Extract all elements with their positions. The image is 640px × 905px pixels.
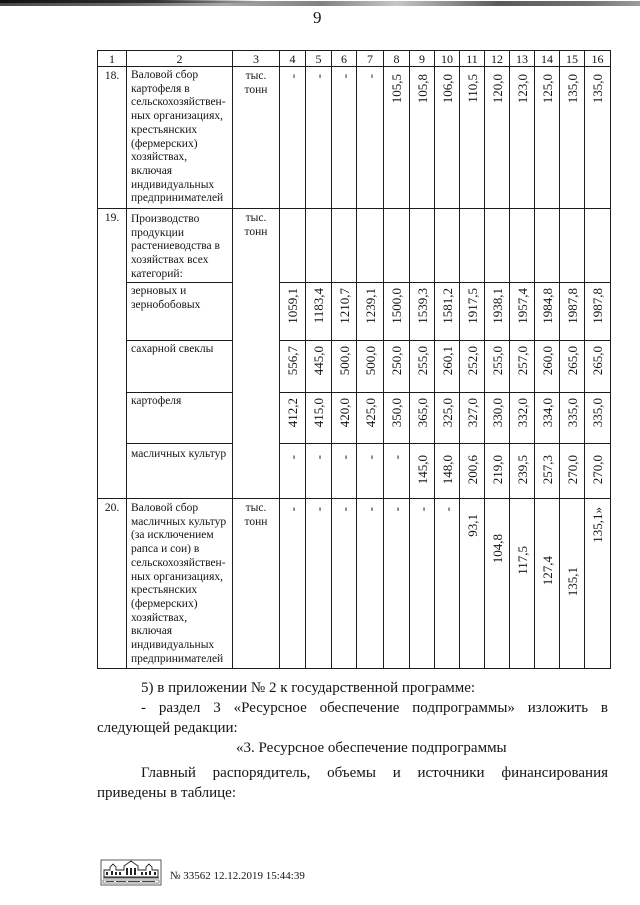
value-cell [357,393,384,444]
cell-value: 500,0 [362,346,378,376]
value-cell [510,499,535,669]
empty-cell [384,209,410,283]
cell-value: 257,0 [514,346,530,376]
cell-value: 110,5 [464,74,480,103]
value-cell [560,499,585,669]
value-cell [585,444,611,499]
value-cell [435,393,460,444]
cell-value: 135,1» [590,507,605,543]
value-cell [560,67,585,209]
row-number: 19. [98,209,127,499]
indicator-name: Валовой сбор картофеля в сельскохозяйствен- ных организациях, крестьянских (фермерских) хозяйствах, включая индивидуальных предпринимателей [127,67,233,209]
row-number: 20. [98,499,127,669]
value-cell [460,67,485,209]
subrow-name: зерновых и зернобобовых [127,283,233,341]
column-header: 8 [384,51,410,67]
column-header: 15 [560,51,585,67]
cell-value: 327,0 [464,398,480,428]
value-cell [460,283,485,341]
value-cell [510,341,535,393]
value-cell [410,499,435,669]
cell-value: 1957,4 [514,288,530,324]
cell-value: 1581,2 [439,288,455,324]
cell-value: 106,0 [439,74,455,104]
cell-value: 127,4 [539,556,555,586]
value-cell [384,499,410,669]
value-cell [435,444,460,499]
empty-cell [460,209,485,283]
value-cell [485,499,510,669]
value-cell [384,341,410,393]
column-header: 7 [357,51,384,67]
indicator-name: Валовой сбор масличных культур (за исключением рапса и сои) в сельскохозяйствен- ных организациях, крестьянских (фермерских) хозяйствах, включая индивидуальных предпринимателей [127,499,233,669]
value-cell [332,341,357,393]
value-cell [535,67,560,209]
cell-value: 260,1 [439,346,455,376]
value-cell [585,499,611,669]
value-cell [510,67,535,209]
unit-of-measure: тыс. тонн [233,67,280,209]
subrow-name: сахарной свеклы [127,341,233,393]
cell-value: 265,0 [564,346,580,376]
paragraph-line-2: приведены в таблице: [97,785,237,801]
table-subrow [98,283,611,341]
value-cell [460,393,485,444]
paragraph-line-1: Главный распорядитель, объемы и источники финансирования [141,765,608,781]
cell-value: 365,0 [414,398,430,428]
cell-value: 350,0 [389,398,404,428]
cell-value: - [336,455,352,460]
value-cell [306,283,332,341]
subrow-name: картофеля [127,393,233,444]
cell-value: - [362,507,378,512]
value-cell [485,341,510,393]
value-cell [535,283,560,341]
empty-cell [535,209,560,283]
cell-value: 1210,7 [336,288,352,324]
value-cell [410,67,435,209]
cell-value: - [336,507,352,512]
cell-value: 148,0 [439,455,455,485]
value-cell [332,283,357,341]
value-cell [485,393,510,444]
cell-value: 1059,1 [285,288,300,324]
column-header: 1 [98,51,127,67]
value-cell [435,499,460,669]
value-cell [535,341,560,393]
cell-value: 425,0 [362,398,378,428]
column-header: 6 [332,51,357,67]
cell-value: 239,5 [514,455,530,485]
cell-value: - [311,74,326,79]
cell-value: 335,0 [590,398,605,428]
page-number: 9 [313,8,322,27]
value-cell [535,499,560,669]
cell-value: 200,6 [464,455,480,485]
value-cell [357,283,384,341]
value-cell [485,67,510,209]
value-cell [384,67,410,209]
cell-value: 105,5 [389,74,404,104]
unit-of-measure: тыс. тонн [233,209,280,499]
value-cell [332,67,357,209]
header-row [98,51,611,67]
empty-cell [280,209,306,283]
value-cell [585,341,611,393]
value-cell [510,283,535,341]
building-logo-icon [100,859,162,886]
cell-value: - [439,507,455,512]
cell-value: 1987,8 [590,288,605,324]
cell-value: 255,0 [489,346,505,376]
table-row [98,67,611,209]
cell-value: 556,7 [285,346,300,376]
cell-value: 120,0 [489,74,505,104]
value-cell [357,444,384,499]
value-cell [560,444,585,499]
value-cell [306,393,332,444]
registration-stamp: № 33562 12.12.2019 15:44:39 [170,870,305,882]
section-instruction-line-2: следующей редакции: [97,720,238,736]
value-cell [306,499,332,669]
unit-of-measure: тыс. тонн [233,499,280,669]
value-cell [585,393,611,444]
value-cell [485,283,510,341]
value-cell [460,499,485,669]
cell-value: 135,0 [590,74,605,104]
subrow-name: масличных культур [127,444,233,499]
cell-value: 325,0 [439,398,455,428]
value-cell [485,444,510,499]
value-cell [280,499,306,669]
value-cell [585,67,611,209]
value-cell [510,393,535,444]
value-cell [280,444,306,499]
cell-value: 104,8 [489,534,505,564]
empty-cell [485,209,510,283]
cell-value: - [285,455,300,460]
value-cell [357,67,384,209]
table-subrow [98,444,611,499]
value-cell [332,499,357,669]
value-cell [280,341,306,393]
empty-cell [510,209,535,283]
table-subrow [98,393,611,444]
cell-value: 1239,1 [362,288,378,324]
cell-value: 145,0 [414,455,430,485]
empty-cell [585,209,611,283]
section-instruction-line-1: - раздел 3 «Ресурсное обеспечение подпрограммы» изложить в [141,700,608,716]
empty-cell [435,209,460,283]
value-cell [357,341,384,393]
cell-value: 270,0 [590,455,605,485]
value-cell [280,67,306,209]
cell-value: 420,0 [336,398,352,428]
value-cell [306,67,332,209]
table-row [98,499,611,669]
cell-value: 330,0 [489,398,505,428]
value-cell [535,444,560,499]
value-cell [585,283,611,341]
column-header: 9 [410,51,435,67]
cell-value: - [311,455,326,460]
empty-cell [410,209,435,283]
cell-value: 334,0 [539,398,555,428]
cell-value: - [285,507,300,512]
value-cell [535,393,560,444]
value-cell [332,393,357,444]
cell-value: 1987,8 [564,288,580,324]
cell-value: 1500,0 [389,288,404,324]
value-cell [306,341,332,393]
value-cell [435,341,460,393]
section-heading: «3. Ресурсное обеспечение подпрограммы [236,740,507,756]
value-cell [560,341,585,393]
cell-value: 500,0 [336,346,352,376]
cell-value: 135,1 [564,567,580,597]
column-header: 12 [485,51,510,67]
cell-value: - [285,74,300,79]
column-header: 4 [280,51,306,67]
column-header: 3 [233,51,280,67]
value-cell [460,341,485,393]
column-header: 14 [535,51,560,67]
cell-value: 105,8 [414,74,430,104]
cell-value: 1917,5 [464,288,480,324]
scan-edge-shadow [0,0,260,3]
cell-value: 1984,8 [539,288,555,324]
value-cell [384,444,410,499]
value-cell [560,393,585,444]
cell-value: - [362,455,378,460]
empty-cell [357,209,384,283]
cell-value: 219,0 [489,455,505,485]
value-cell [410,283,435,341]
value-cell [560,283,585,341]
value-cell [280,393,306,444]
indicator-name: Производство продукции растениеводства в хозяйствах всех категорий: [127,209,233,283]
cell-value: 265,0 [590,346,605,376]
column-header: 16 [585,51,611,67]
row-number: 18. [98,67,127,209]
value-cell [410,393,435,444]
value-cell [306,444,332,499]
value-cell [384,393,410,444]
cell-value: 1183,4 [311,288,326,324]
item-5-text: 5) в приложении № 2 к государственной программе: [141,680,476,696]
value-cell [435,67,460,209]
cell-value: 335,0 [564,398,580,428]
cell-value: 125,0 [539,74,555,104]
value-cell [435,283,460,341]
cell-value: - [362,74,378,79]
cell-value: 93,1 [464,514,480,537]
cell-value: 123,0 [514,74,530,104]
cell-value: 415,0 [311,398,326,428]
value-cell [510,444,535,499]
column-header: 5 [306,51,332,67]
empty-cell [560,209,585,283]
value-cell [460,444,485,499]
cell-value: 1938,1 [489,288,505,324]
cell-value: 445,0 [311,346,326,376]
empty-cell [306,209,332,283]
table-subrow [98,341,611,393]
value-cell [410,444,435,499]
cell-value: 270,0 [564,455,580,485]
cell-value: 252,0 [464,346,480,376]
value-cell [410,341,435,393]
value-cell [357,499,384,669]
cell-value: 257,3 [539,455,555,485]
column-header: 2 [127,51,233,67]
data-table [97,50,611,669]
value-cell [280,283,306,341]
cell-value: 260,0 [539,346,555,376]
value-cell [384,283,410,341]
cell-value: 250,0 [389,346,404,376]
cell-value: 255,0 [414,346,430,376]
cell-value: 1539,3 [414,288,430,324]
cell-value: - [389,507,404,512]
cell-value: 117,5 [514,546,530,575]
cell-value: 135,0 [564,74,580,104]
column-header: 10 [435,51,460,67]
table-row [98,209,611,283]
cell-value: 412,2 [285,398,300,428]
cell-value: - [336,74,352,79]
value-cell [332,444,357,499]
cell-value: - [311,507,326,512]
column-header: 13 [510,51,535,67]
column-header: 11 [460,51,485,67]
cell-value: 332,0 [514,398,530,428]
cell-value: - [414,507,430,512]
empty-cell [332,209,357,283]
cell-value: - [389,455,404,460]
